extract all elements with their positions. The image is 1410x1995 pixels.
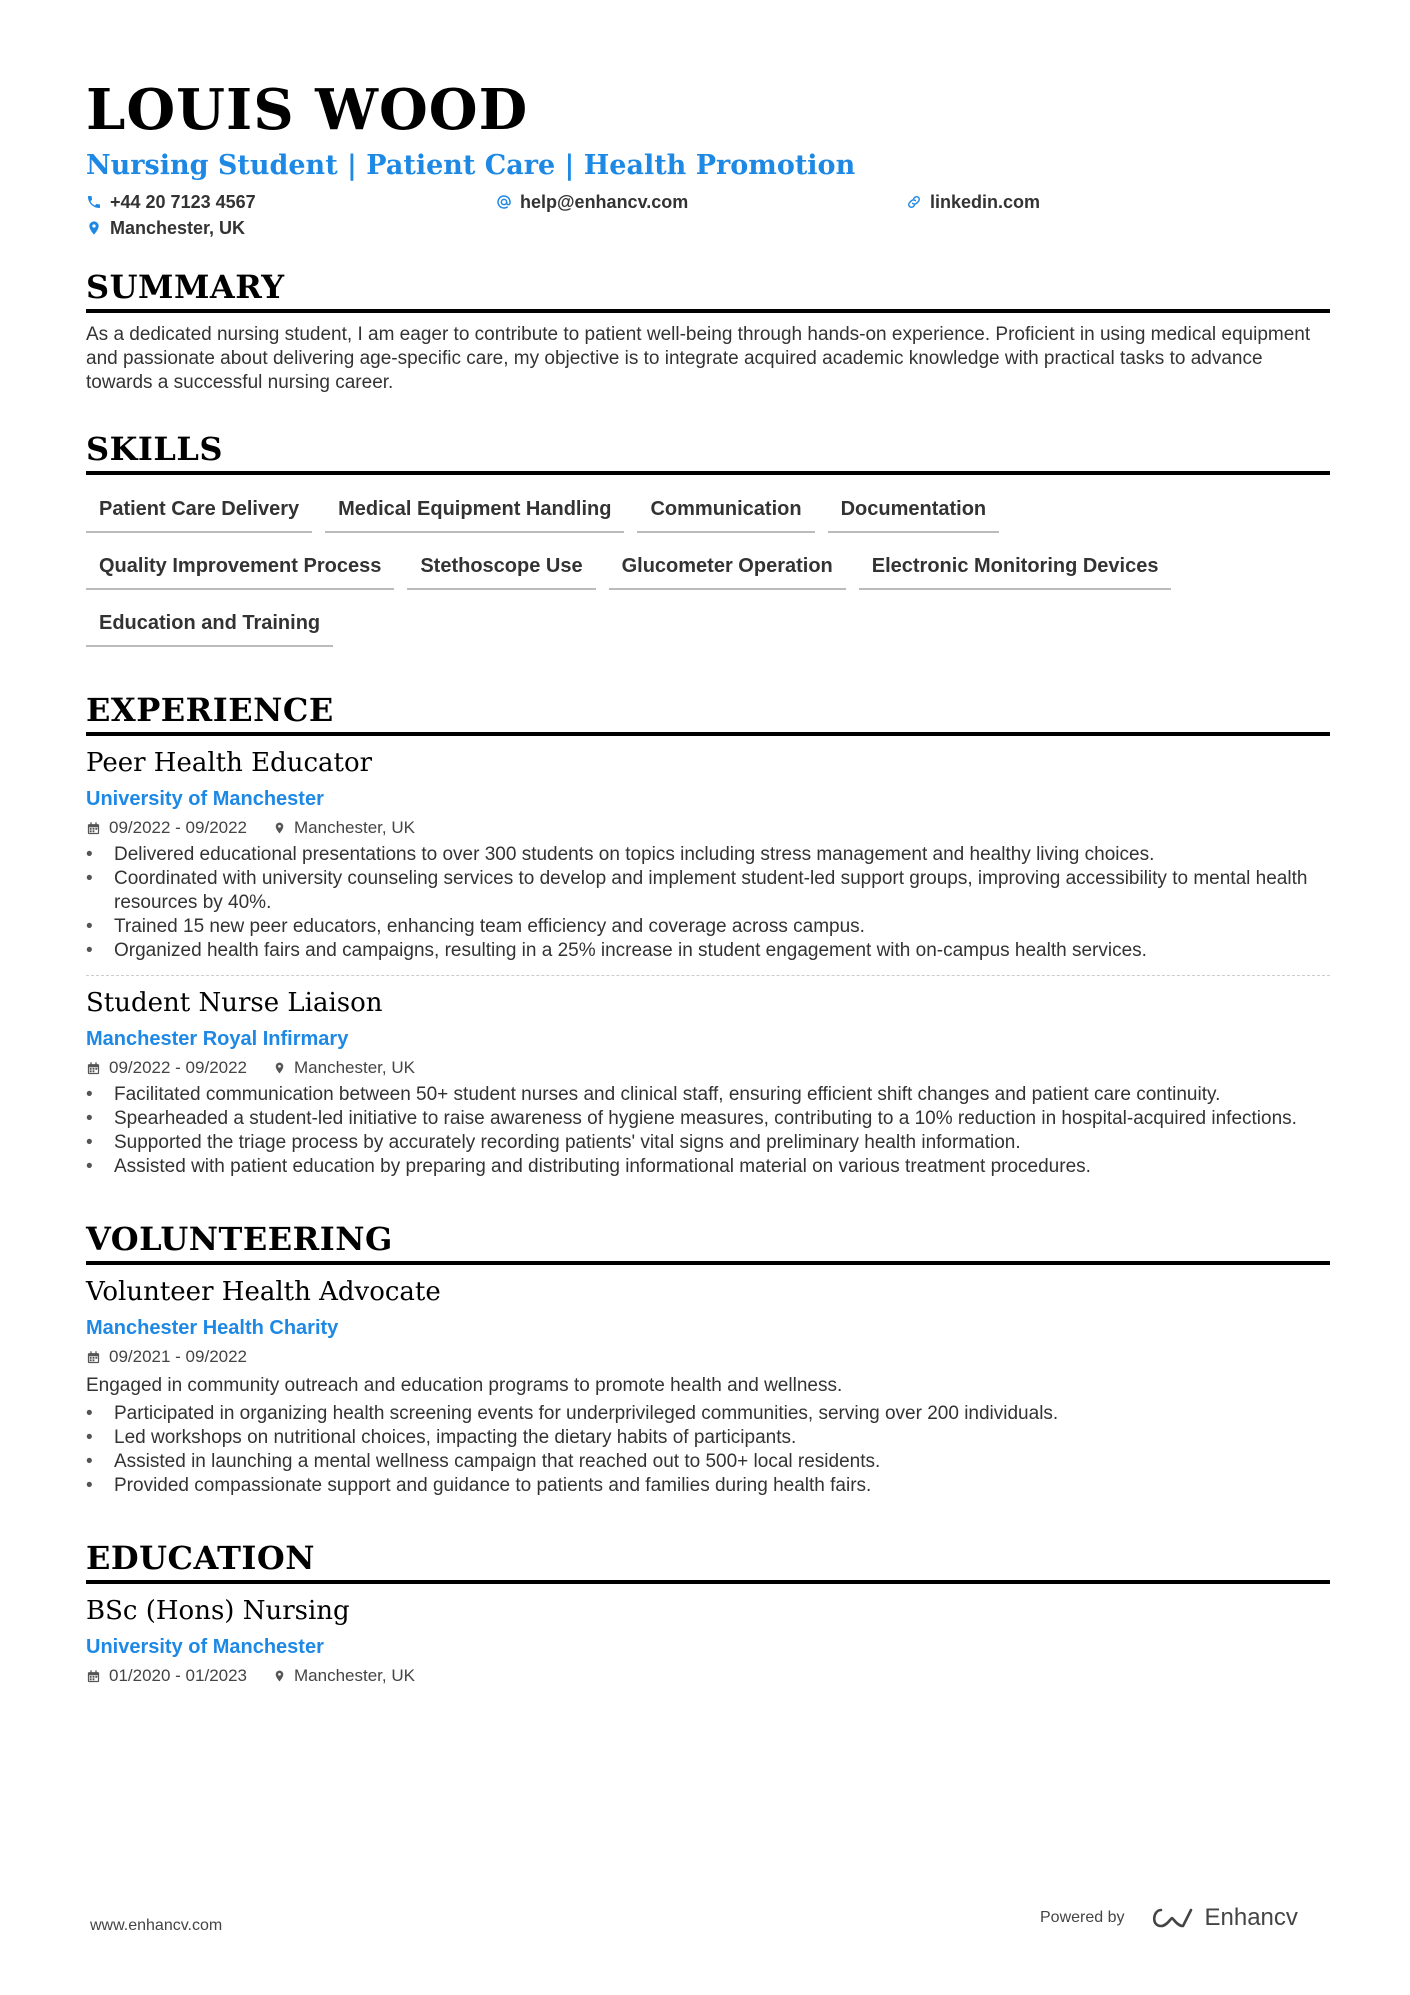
contact-row-2: [86, 215, 1330, 241]
email-text[interactable]: help@enhancv.com: [520, 191, 689, 212]
skill-tag: Medical Equipment Handling: [325, 489, 624, 533]
education-location-text: Manchester, UK: [294, 1666, 415, 1685]
bullet-item: • Assisted with patient education by preparing and distributing informational material on various treatment procedures.: [86, 1155, 1330, 1179]
education-location: [273, 1665, 415, 1687]
brand-name: Enhancv: [1204, 1904, 1298, 1931]
location-text: Manchester, UK: [110, 217, 246, 238]
volunteer-description: Engaged in community outreach and education programs to promote health and wellness.: [86, 1375, 843, 1396]
bullet-item: • Assisted in launching a mental wellness campaign that reached out to 500+ local residents.: [86, 1450, 1330, 1474]
volunteering-section: [86, 1219, 1330, 1498]
calendar-icon: [86, 1350, 101, 1365]
volunteering-title: VOLUNTEERING: [86, 1219, 1330, 1265]
job-bullets: [86, 1083, 1330, 1179]
at-icon: [496, 194, 512, 210]
education-degree: BSc (Hons) Nursing: [86, 1596, 350, 1626]
contact-location: [86, 215, 496, 241]
education-dates: 01/2020 - 01/2023: [109, 1666, 248, 1685]
bullet-item: • Trained 15 new peer educators, enhancing team efficiency and coverage across campus.: [86, 915, 1330, 939]
powered-by-label: Powered by: [1040, 1909, 1125, 1926]
candidate-name: LOUIS WOOD: [86, 77, 529, 143]
phone-text: +44 20 7123 4567: [110, 191, 256, 212]
volunteer-org: Manchester Health Charity: [86, 1317, 339, 1339]
bullet-item: • Organized health fairs and campaigns, resulting in a 25% increase in student engagement with on-campus health services.: [86, 939, 1330, 963]
skill-tag: Documentation: [828, 489, 1000, 533]
skill-tag: Glucometer Operation: [609, 546, 846, 590]
footer-branding: [1040, 1904, 1298, 1932]
resume-page: [86, 0, 1330, 1687]
volunteer-bullets: [86, 1402, 1330, 1498]
phone-icon: [86, 194, 102, 210]
calendar-icon: [86, 1061, 101, 1076]
skills-section: [86, 429, 1330, 660]
footer-website[interactable]: www.enhancv.com: [90, 1917, 223, 1934]
calendar-icon: [86, 821, 101, 836]
skills-title: SKILLS: [86, 429, 1330, 475]
job-location-text: Manchester, UK: [294, 818, 415, 837]
job-meta: [86, 817, 1330, 839]
education-title: EDUCATION: [86, 1538, 1330, 1584]
volunteer-meta: [86, 1346, 1330, 1368]
candidate-tagline: Nursing Student | Patient Care | Health Promotion: [86, 150, 856, 181]
link-icon: [906, 194, 922, 210]
job-location: [273, 1057, 415, 1079]
skills-list: [86, 489, 1330, 660]
bullet-item: • Delivered educational presentations to over 300 students on topics including stress management and healthy living choices.: [86, 843, 1330, 867]
job-entry: [86, 986, 1330, 1179]
skill-tag: Patient Care Delivery: [86, 489, 312, 533]
job-company: Manchester Royal Infirmary: [86, 1028, 349, 1050]
bullet-item: • Provided compassionate support and guidance to patients and families during health fairs.: [86, 1474, 1330, 1498]
bullet-item: • Supported the triage process by accurately recording patients' vital signs and preliminary health information.: [86, 1131, 1330, 1155]
location-pin-icon: [273, 820, 286, 836]
job-company: University of Manchester: [86, 788, 324, 810]
job-location-text: Manchester, UK: [294, 1058, 415, 1077]
experience-title: EXPERIENCE: [86, 690, 1330, 736]
job-location: [273, 817, 415, 839]
contact-row: [86, 189, 1330, 215]
linkedin-text[interactable]: linkedin.com: [930, 191, 1041, 212]
skill-tag: Stethoscope Use: [407, 546, 595, 590]
location-pin-icon: [273, 1668, 286, 1684]
education-school: University of Manchester: [86, 1636, 324, 1658]
contact-linkedin: [906, 189, 1316, 215]
job-meta: [86, 1057, 1330, 1079]
contact-phone: [86, 189, 496, 215]
skill-tag: Electronic Monitoring Devices: [859, 546, 1172, 590]
location-pin-icon: [86, 220, 102, 236]
job-dates: 09/2022 - 09/2022: [109, 818, 248, 837]
bullet-item: • Led workshops on nutritional choices, impacting the dietary habits of participants.: [86, 1426, 1330, 1450]
job-entry: [86, 746, 1330, 963]
skill-tag: Education and Training: [86, 603, 333, 647]
experience-section: [86, 690, 1330, 1179]
enhancv-logo[interactable]: [1149, 1904, 1298, 1932]
job-dates: 09/2022 - 09/2022: [109, 1058, 248, 1077]
calendar-icon: [86, 1669, 101, 1684]
location-pin-icon: [273, 1060, 286, 1076]
job-title: Peer Health Educator: [86, 748, 373, 778]
skill-tag: Quality Improvement Process: [86, 546, 394, 590]
volunteer-dates: 09/2021 - 09/2022: [109, 1347, 248, 1366]
entry-divider: [86, 975, 1330, 976]
volunteer-role: Volunteer Health Advocate: [86, 1277, 441, 1307]
bullet-item: • Spearheaded a student-led initiative to raise awareness of hygiene measures, contributing to a 10% reduction in hospital-acquired infections.: [86, 1107, 1330, 1131]
job-bullets: [86, 843, 1330, 963]
enhancv-logo-icon: [1149, 1905, 1195, 1931]
summary-section: [86, 267, 1330, 395]
skill-tag: Communication: [637, 489, 814, 533]
summary-title: SUMMARY: [86, 267, 1330, 313]
job-title: Student Nurse Liaison: [86, 988, 383, 1018]
bullet-item: • Facilitated communication between 50+ student nurses and clinical staff, ensuring efficient shift changes and patient care continuity.: [86, 1083, 1330, 1107]
bullet-item: • Participated in organizing health screening events for underprivileged communities, serving over 200 individuals.: [86, 1402, 1330, 1426]
bullet-item: • Coordinated with university counseling services to develop and implement student-led support groups, improving accessibility to mental health resources by 40%.: [86, 867, 1330, 915]
summary-text: As a dedicated nursing student, I am eager to contribute to patient well-being through hands-on experience. Proficient in using medical equipment and passionate about delivering age-specific care, my objective is to integrate acquired academic knowledge with practical tasks to advance towards a successful nursing career.: [86, 324, 1311, 393]
education-section: [86, 1538, 1330, 1687]
education-meta: [86, 1665, 1330, 1687]
contact-email: [496, 189, 906, 215]
